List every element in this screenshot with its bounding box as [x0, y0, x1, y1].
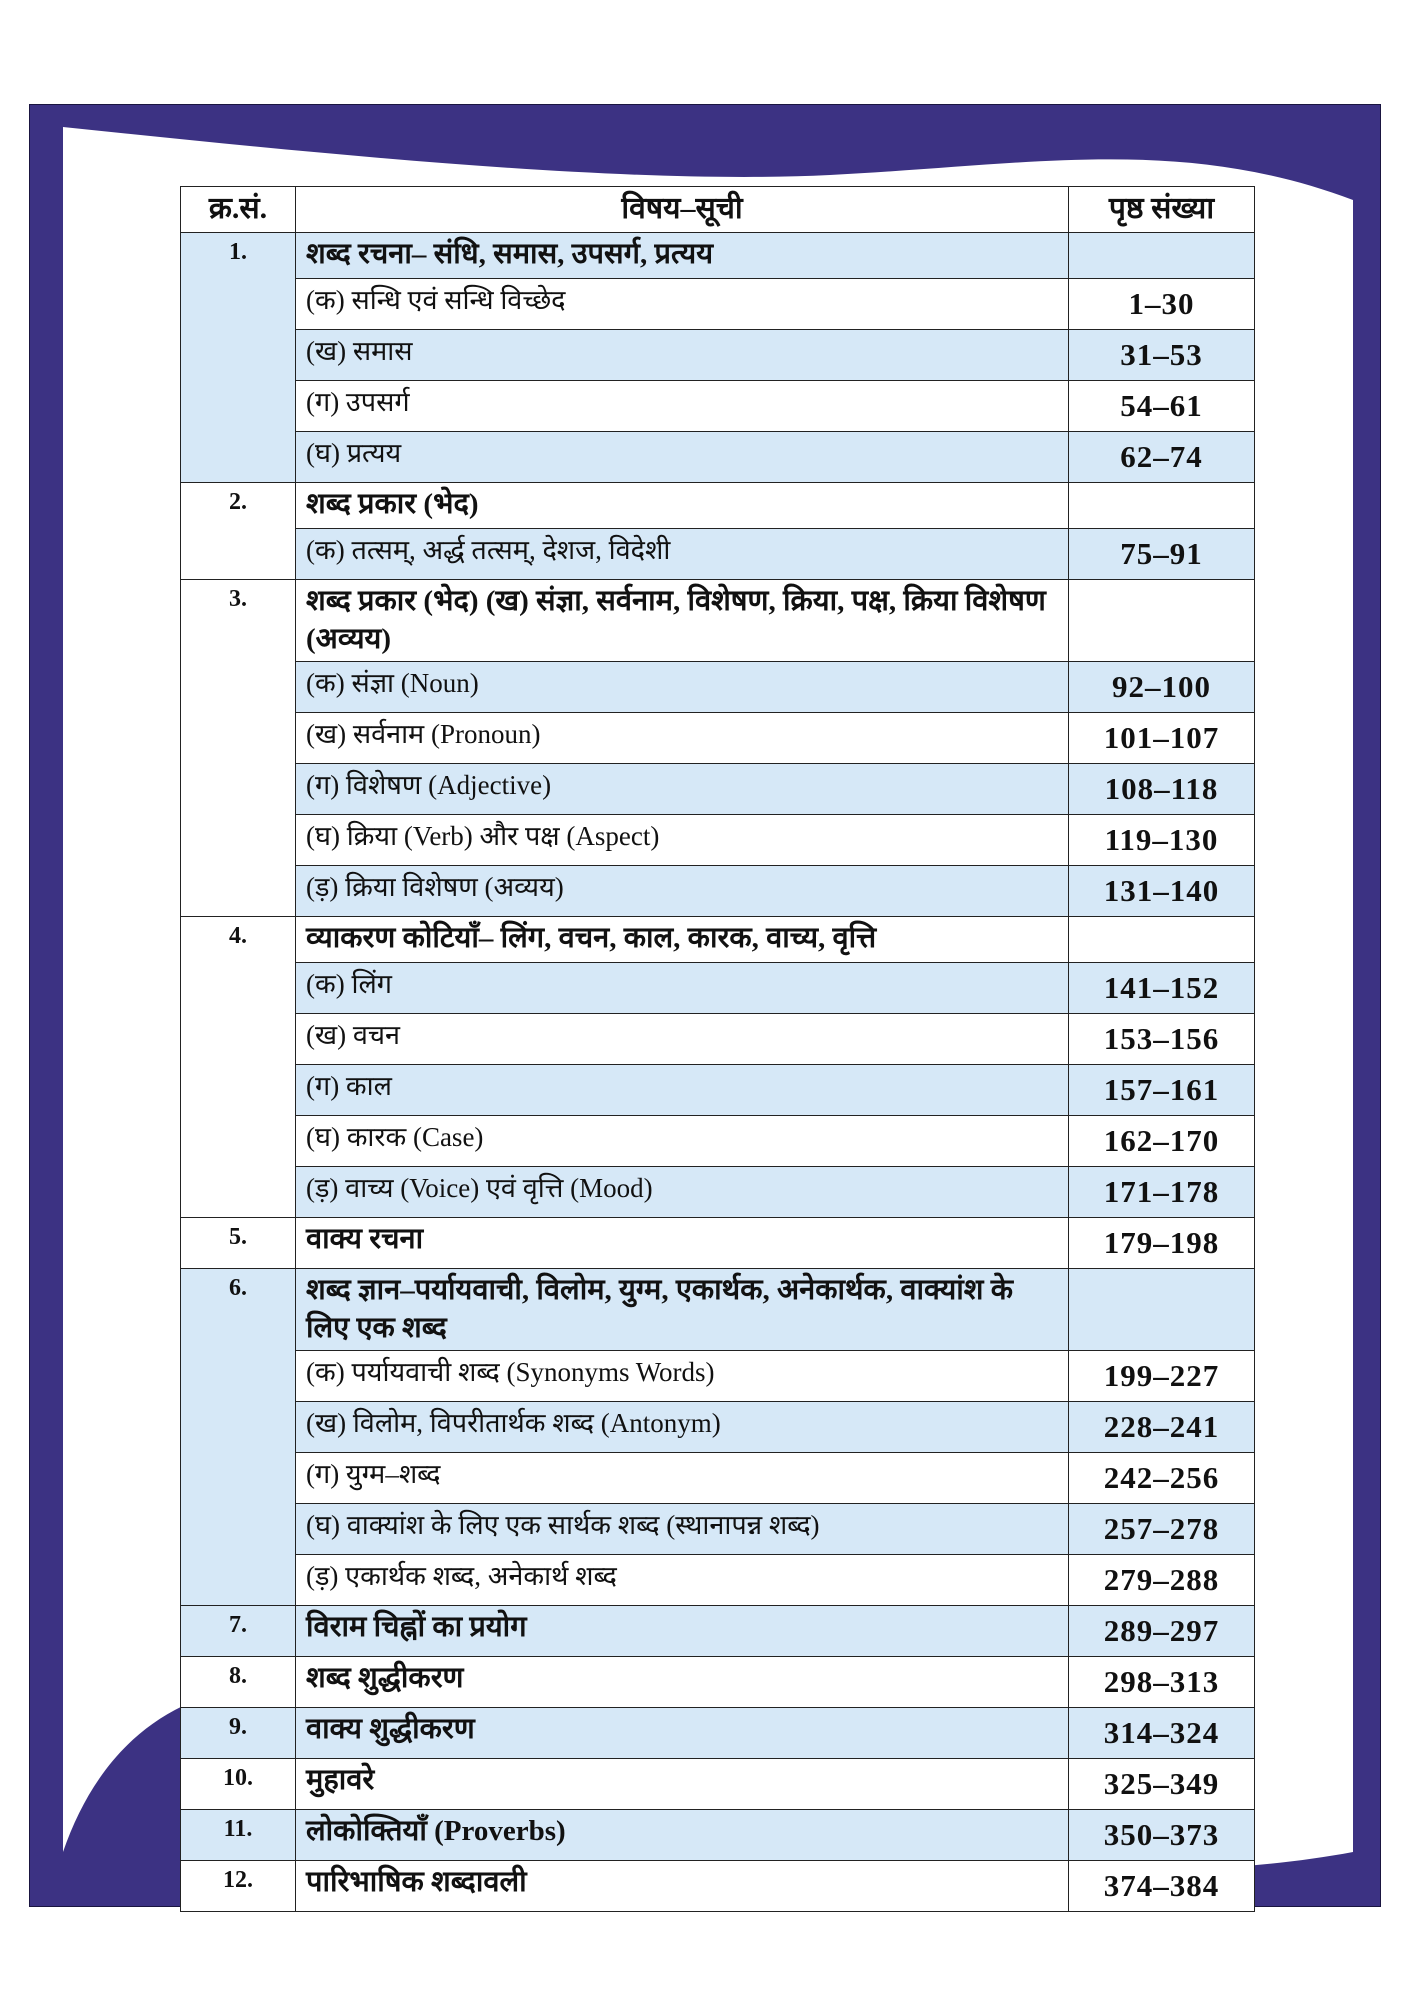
- subsection-row[interactable]: [181, 1504, 1255, 1555]
- section-number: 9.: [181, 1708, 296, 1759]
- section-pages: 298–313: [1069, 1657, 1255, 1708]
- subsection-title[interactable]: (ग) युग्म–शब्द: [296, 1453, 1069, 1504]
- subsection-title[interactable]: (क) संज्ञा (Noun): [296, 662, 1069, 713]
- subsection-title[interactable]: (क) पर्यायवाची शब्द (Synonyms Words): [296, 1351, 1069, 1402]
- subsection-title[interactable]: (ड़) क्रिया विशेषण (अव्यय): [296, 866, 1069, 917]
- section-number: 8.: [181, 1657, 296, 1708]
- subsection-pages: 54–61: [1069, 381, 1255, 432]
- subsection-pages: 131–140: [1069, 866, 1255, 917]
- subsection-pages: 242–256: [1069, 1453, 1255, 1504]
- subsection-pages: 199–227: [1069, 1351, 1255, 1402]
- section-title[interactable]: शब्द ज्ञान–पर्यायवाची, विलोम, युग्म, एकार्थक, अनेकार्थक, वाक्यांश के लिए एक शब्द: [296, 1269, 1069, 1351]
- table-header-row: [181, 187, 1255, 233]
- subsection-pages: 162–170: [1069, 1116, 1255, 1167]
- subsection-row[interactable]: [181, 662, 1255, 713]
- subsection-pages: 257–278: [1069, 1504, 1255, 1555]
- subsection-pages: 279–288: [1069, 1555, 1255, 1606]
- subsection-title[interactable]: (क) तत्सम्, अर्द्ध तत्सम्, देशज, विदेशी: [296, 529, 1069, 580]
- section-pages: 289–297: [1069, 1606, 1255, 1657]
- section-row-10[interactable]: [181, 1759, 1255, 1810]
- section-pages: [1069, 917, 1255, 963]
- subsection-title[interactable]: (ग) विशेषण (Adjective): [296, 764, 1069, 815]
- header-serial-number: क्र.सं.: [181, 187, 296, 233]
- subsection-title[interactable]: (घ) वाक्यांश के लिए एक सार्थक शब्द (स्थानापन्न शब्द): [296, 1504, 1069, 1555]
- section-title[interactable]: मुहावरे: [296, 1759, 1069, 1810]
- section-number: 3.: [181, 580, 296, 917]
- section-row-6[interactable]: [181, 1269, 1255, 1351]
- section-row-2[interactable]: [181, 483, 1255, 529]
- section-number: 4.: [181, 917, 296, 1218]
- section-row-3[interactable]: [181, 580, 1255, 662]
- section-row-8[interactable]: [181, 1657, 1255, 1708]
- section-title[interactable]: लोकोक्तियाँ (Proverbs): [296, 1810, 1069, 1861]
- section-number: 2.: [181, 483, 296, 580]
- section-number: 1.: [181, 233, 296, 483]
- section-pages: [1069, 580, 1255, 662]
- section-pages: 314–324: [1069, 1708, 1255, 1759]
- section-row-11[interactable]: [181, 1810, 1255, 1861]
- subsection-row[interactable]: [181, 1167, 1255, 1218]
- section-title[interactable]: शब्द प्रकार (भेद): [296, 483, 1069, 529]
- section-pages: 325–349: [1069, 1759, 1255, 1810]
- section-title[interactable]: वाक्य शुद्धीकरण: [296, 1708, 1069, 1759]
- subsection-title[interactable]: (ख) वचन: [296, 1014, 1069, 1065]
- subsection-title[interactable]: (ख) समास: [296, 330, 1069, 381]
- section-number: 7.: [181, 1606, 296, 1657]
- subsection-pages: 101–107: [1069, 713, 1255, 764]
- subsection-pages: 228–241: [1069, 1402, 1255, 1453]
- section-number: 11.: [181, 1810, 296, 1861]
- subsection-pages: 92–100: [1069, 662, 1255, 713]
- subsection-title[interactable]: (घ) प्रत्यय: [296, 432, 1069, 483]
- subsection-row[interactable]: [181, 713, 1255, 764]
- section-number: 12.: [181, 1861, 296, 1912]
- subsection-title[interactable]: (घ) कारक (Case): [296, 1116, 1069, 1167]
- subsection-row[interactable]: [181, 866, 1255, 917]
- subsection-pages: 153–156: [1069, 1014, 1255, 1065]
- subsection-pages: 141–152: [1069, 963, 1255, 1014]
- subsection-row[interactable]: [181, 1402, 1255, 1453]
- section-pages: [1069, 233, 1255, 279]
- header-contents: विषय–सूची: [296, 187, 1069, 233]
- subsection-pages: 1–30: [1069, 279, 1255, 330]
- subsection-row[interactable]: [181, 279, 1255, 330]
- section-row-1[interactable]: [181, 233, 1255, 279]
- section-title[interactable]: शब्द शुद्धीकरण: [296, 1657, 1069, 1708]
- subsection-row[interactable]: [181, 1014, 1255, 1065]
- subsection-pages: 119–130: [1069, 815, 1255, 866]
- section-pages: 374–384: [1069, 1861, 1255, 1912]
- section-row-12[interactable]: [181, 1861, 1255, 1912]
- subsection-title[interactable]: (ड़) एकार्थक शब्द, अनेकार्थ शब्द: [296, 1555, 1069, 1606]
- section-pages: 350–373: [1069, 1810, 1255, 1861]
- section-title[interactable]: व्याकरण कोटियाँ– लिंग, वचन, काल, कारक, वाच्य, वृत्ति: [296, 917, 1069, 963]
- subsection-title[interactable]: (क) लिंग: [296, 963, 1069, 1014]
- subsection-title[interactable]: (ख) विलोम, विपरीतार्थक शब्द (Antonym): [296, 1402, 1069, 1453]
- subsection-title[interactable]: (ड़) वाच्य (Voice) एवं वृत्ति (Mood): [296, 1167, 1069, 1218]
- section-number: 5.: [181, 1218, 296, 1269]
- subsection-title[interactable]: (घ) क्रिया (Verb) और पक्ष (Aspect): [296, 815, 1069, 866]
- subsection-title[interactable]: (ख) सर्वनाम (Pronoun): [296, 713, 1069, 764]
- section-title[interactable]: विराम चिह्नों का प्रयोग: [296, 1606, 1069, 1657]
- subsection-row[interactable]: [181, 963, 1255, 1014]
- subsection-row[interactable]: [181, 1065, 1255, 1116]
- subsection-row[interactable]: [181, 330, 1255, 381]
- subsection-row[interactable]: [181, 1453, 1255, 1504]
- subsection-row[interactable]: [181, 815, 1255, 866]
- section-pages: [1069, 483, 1255, 529]
- section-row-7[interactable]: [181, 1606, 1255, 1657]
- subsection-row[interactable]: [181, 1116, 1255, 1167]
- subsection-row[interactable]: [181, 1555, 1255, 1606]
- subsection-pages: 157–161: [1069, 1065, 1255, 1116]
- subsection-pages: 171–178: [1069, 1167, 1255, 1218]
- section-row-9[interactable]: [181, 1708, 1255, 1759]
- subsection-pages: 62–74: [1069, 432, 1255, 483]
- subsection-pages: 108–118: [1069, 764, 1255, 815]
- subsection-row[interactable]: [181, 529, 1255, 580]
- section-title[interactable]: शब्द प्रकार (भेद) (ख) संज्ञा, सर्वनाम, विशेषण, क्रिया, पक्ष, क्रिया विशेषण (अव्यय): [296, 580, 1069, 662]
- section-number: 10.: [181, 1759, 296, 1810]
- section-pages: 179–198: [1069, 1218, 1255, 1269]
- subsection-pages: 75–91: [1069, 529, 1255, 580]
- header-page-number: पृष्ठ संख्या: [1069, 187, 1255, 233]
- subsection-pages: 31–53: [1069, 330, 1255, 381]
- section-pages: [1069, 1269, 1255, 1351]
- subsection-row[interactable]: [181, 432, 1255, 483]
- subsection-row[interactable]: [181, 381, 1255, 432]
- subsection-title[interactable]: (ग) उपसर्ग: [296, 381, 1069, 432]
- table-of-contents: [180, 186, 1255, 1912]
- section-title[interactable]: शब्द रचना– संधि, समास, उपसर्ग, प्रत्यय: [296, 233, 1069, 279]
- subsection-row[interactable]: [181, 1351, 1255, 1402]
- section-row-4[interactable]: [181, 917, 1255, 963]
- section-row-5[interactable]: [181, 1218, 1255, 1269]
- subsection-title[interactable]: (क) सन्धि एवं सन्धि विच्छेद: [296, 279, 1069, 330]
- subsection-row[interactable]: [181, 764, 1255, 815]
- section-title[interactable]: पारिभाषिक शब्दावली: [296, 1861, 1069, 1912]
- section-number: 6.: [181, 1269, 296, 1606]
- subsection-title[interactable]: (ग) काल: [296, 1065, 1069, 1116]
- section-title[interactable]: वाक्य रचना: [296, 1218, 1069, 1269]
